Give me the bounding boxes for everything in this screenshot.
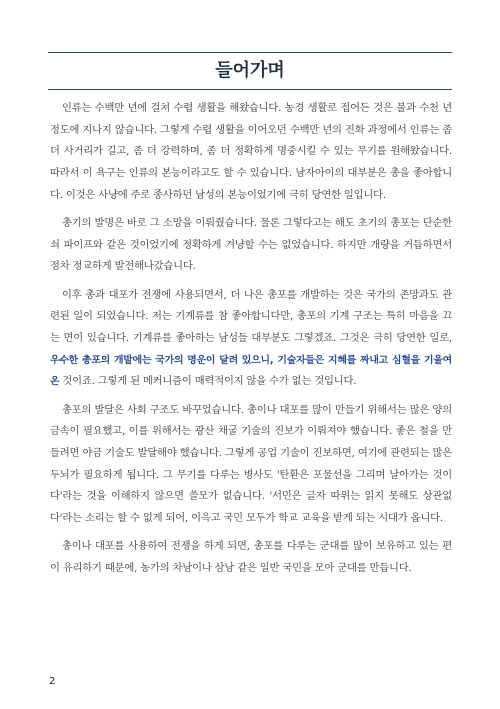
paragraph-1 bbox=[50, 98, 452, 207]
paragraph-3 bbox=[50, 285, 452, 394]
paragraph-4 bbox=[50, 400, 452, 530]
paragraph-3-text-after: 것이죠. 그렇게 된 메커니즘이 매력적이지 않을 수가 없는 것입니다. bbox=[59, 375, 357, 388]
paragraph-3-text-before: 이후 총과 대포가 전쟁에 사용되면서, 더 나은 총포를 개발하는 것은 국가의 존망과도 관련된 일이 되었습니다. 저는 기계류를 참 좋아합니다만, 총포의 기계 구조는 특히 마음을 끄는 면이 있습니다. 기계류를 좋아하는 남성들 대부분도 그렇겠죠. 그것은 극히 당연한 일로, bbox=[50, 288, 452, 345]
paragraph-2-text: 총기의 발명은 바로 그 소망을 이뤄줬습니다. 물론 그렇다고는 해도 초기의 총포는 단순한 쇠 파이프와 같은 것이었기에 정확하게 겨냥할 수는 없었습니다. 하지만 개량을 거듭하면서 점차 정교하게 발전해나갔습니다. bbox=[50, 217, 452, 273]
paragraph-2 bbox=[50, 213, 452, 278]
paragraph-1-text: 인류는 수백만 년에 걸쳐 수렵 생활을 해왔습니다. 농경 생활로 접어든 것은 불과 수천 년 정도에 지나지 않습니다. 그렇게 수렵 생활을 이어오던 수백만 년의 진화 과정에서 인류는 좀 더 사거리가 길고, 좀 더 강력하며, 좀 더 정확하게 명중시킬 수 있는 무기를 원해왔습니다. 따라서 이 욕구는 인류의 본능이라고도 할 수 있습니다. 남자아이의 대부분은 총을 좋아합니다. 이것은 사냥에 주로 종사하던 남성의 본능이었기에 극히 당연한 일입니다. bbox=[50, 102, 452, 201]
paragraph-5-text: 총이나 대포를 사용하여 전쟁을 하게 되면, 총포를 다루는 군대를 많이 보유하고 있는 편이 유리하기 때문에, 농가의 차남이나 삼남 같은 일반 국민을 모아 군대를 만듭니다. bbox=[50, 540, 452, 575]
page-number: 2 bbox=[49, 676, 56, 687]
paragraph-5 bbox=[50, 536, 452, 579]
heading-bottom-rule bbox=[48, 89, 452, 90]
body-text bbox=[50, 98, 452, 586]
paragraph-3-emphasis: 우수한 총포의 개발에는 국가의 명운이 달려 있으니, 기술자들은 지혜를 짜내고 심혈을 기울여온 bbox=[50, 354, 452, 388]
chapter-heading: 들어가며 bbox=[215, 60, 285, 81]
heading-top-rule bbox=[48, 52, 452, 53]
paragraph-4-text: 총포의 발달은 사회 구조도 바꾸었습니다. 총이나 대포를 많이 만들기 위해서는 많은 양의 금속이 필요했고, 이를 위해서는 광산 채굴 기술의 진보가 이뤄져야 했습니다. 좋은 철을 만들려면 야금 기술도 발달해야 했습니다. 그렇게 공업 기술이 진보하면, 여기에 관련되는 많은 두뇌가 필요하게 됩니다. 그 무기를 다루는 병사도 '탄환은 포물선을 그리며 날아가는 것이다'라는 것을 이해하지 않으면 쓸모가 없습니다. '서민은 글자 따위는 읽지 못해도 상관없다'라는 소리는 할 수 없게 되어, 이윽고 국민 모두가 학교 교육을 받게 되는 시대가 옵니다. bbox=[50, 403, 452, 525]
